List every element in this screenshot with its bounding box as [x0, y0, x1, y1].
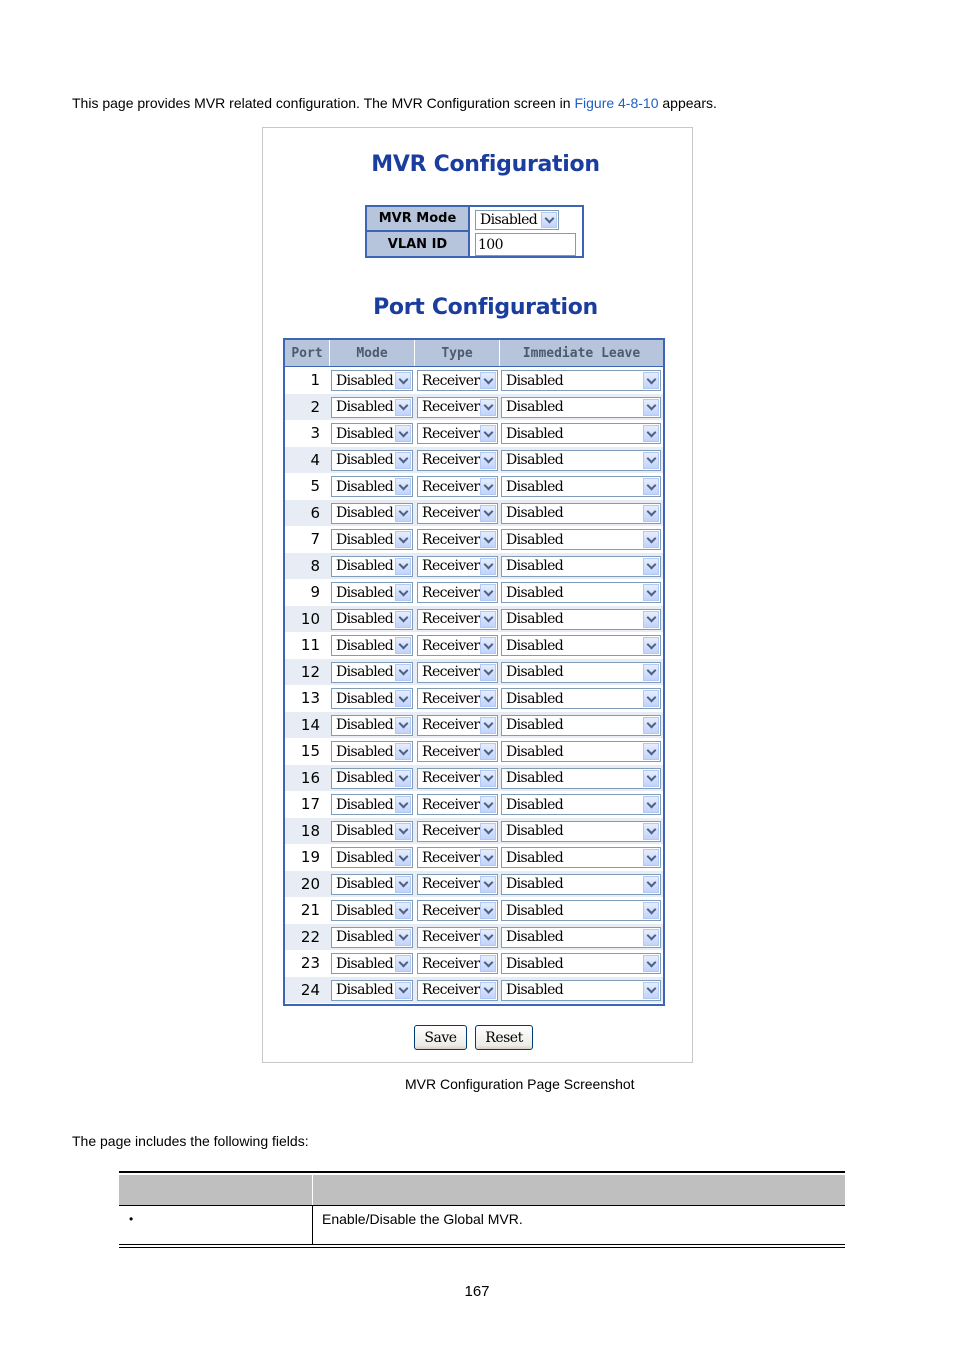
chevron-down-icon: [480, 531, 496, 548]
table-top-rule: [119, 1171, 845, 1173]
chevron-down-icon: [395, 584, 411, 601]
port-number: 11: [300, 636, 320, 655]
chevron-down-icon: [541, 212, 557, 228]
page-number: 167: [464, 1283, 490, 1300]
chevron-down-icon: [395, 823, 411, 840]
type-select[interactable]: [417, 715, 498, 736]
immediate-leave-select-value: Disabled: [506, 425, 564, 442]
mode-select-value: Disabled: [336, 876, 394, 892]
table-row: [285, 950, 663, 977]
mode-select[interactable]: [331, 662, 413, 683]
chevron-down-icon: [480, 425, 496, 442]
mode-select[interactable]: [331, 821, 413, 842]
type-select-value: Receiver: [422, 478, 480, 495]
chevron-down-icon: [643, 929, 659, 946]
col-immediate-leave: Immediate Leave: [522, 345, 641, 361]
port-table-header: [285, 340, 663, 367]
immediate-leave-select[interactable]: [501, 609, 661, 630]
mode-select-value: Disabled: [336, 743, 394, 760]
immediate-leave-select[interactable]: [501, 662, 661, 683]
chevron-down-icon: [395, 664, 411, 681]
chevron-down-icon: [480, 717, 496, 734]
port-number: 18: [300, 821, 320, 840]
col-port: Port: [285, 340, 330, 366]
mode-select-value: Disabled: [336, 505, 394, 521]
chevron-down-icon: [480, 955, 496, 972]
mode-select-value: Disabled: [336, 929, 394, 945]
port-config-table: [283, 338, 665, 1006]
figure-link[interactable]: Figure 4-8-10: [574, 95, 659, 111]
table-row: [285, 606, 663, 633]
port-number: 5: [310, 477, 320, 496]
chevron-down-icon: [643, 902, 659, 919]
chevron-down-icon: [395, 770, 411, 787]
table-row: [285, 473, 663, 500]
type-select-value: Receiver: [422, 399, 480, 415]
type-select[interactable]: [417, 768, 498, 789]
chevron-down-icon: [395, 876, 411, 893]
chevron-down-icon: [395, 558, 411, 575]
immediate-leave-select[interactable]: [501, 874, 661, 895]
type-select-value: Receiver: [422, 531, 480, 548]
port-config-title: Port Configuration: [373, 295, 598, 320]
type-select[interactable]: [417, 927, 498, 948]
type-select[interactable]: [417, 582, 498, 603]
table-row: [285, 738, 663, 765]
port-number: 24: [300, 980, 320, 999]
mode-select-value: Disabled: [336, 637, 394, 654]
type-select[interactable]: [417, 741, 498, 762]
immediate-leave-select-value: Disabled: [506, 823, 564, 839]
type-select[interactable]: [417, 476, 498, 497]
type-select[interactable]: [417, 503, 498, 524]
port-number: 15: [300, 742, 320, 761]
port-number: 12: [300, 662, 320, 681]
chevron-down-icon: [480, 664, 496, 681]
type-select-value: Receiver: [422, 770, 480, 786]
port-number: 3: [310, 424, 320, 443]
table-row: [285, 659, 663, 686]
mode-select-value: Disabled: [336, 849, 394, 866]
mode-select-value: Disabled: [336, 372, 394, 389]
chevron-down-icon: [643, 399, 659, 416]
chevron-down-icon: [480, 849, 496, 866]
chevron-down-icon: [643, 425, 659, 442]
port-number: 1: [310, 371, 320, 390]
port-number: 9: [310, 583, 320, 602]
fields-table-header: [119, 1175, 845, 1205]
chevron-down-icon: [643, 690, 659, 707]
immediate-leave-select-value: Disabled: [506, 372, 564, 389]
port-number: 8: [310, 556, 320, 575]
immediate-leave-select[interactable]: [501, 715, 661, 736]
type-select-value: Receiver: [422, 690, 480, 707]
chevron-down-icon: [480, 372, 496, 389]
table-row: [285, 844, 663, 871]
mode-select[interactable]: [331, 397, 413, 418]
type-select-value: Receiver: [422, 823, 480, 839]
immediate-leave-select[interactable]: [501, 847, 661, 868]
mode-select-value: Disabled: [336, 982, 394, 998]
chevron-down-icon: [643, 531, 659, 548]
chevron-down-icon: [643, 796, 659, 813]
bullet: •: [129, 1212, 134, 1226]
table-row: [285, 871, 663, 898]
port-number: 7: [310, 530, 320, 549]
table-row: [285, 526, 663, 553]
immediate-leave-select-value: Disabled: [506, 584, 564, 601]
mode-select-value: Disabled: [336, 823, 394, 839]
figure-caption: MVR Configuration Page Screenshot: [405, 1076, 635, 1092]
chevron-down-icon: [480, 452, 496, 469]
mvr-mode-label: MVR Mode: [367, 207, 468, 232]
chevron-down-icon: [643, 558, 659, 575]
mvr-mode-value: Disabled: [480, 212, 538, 228]
save-button[interactable]: Save: [414, 1025, 467, 1050]
chevron-down-icon: [395, 452, 411, 469]
table-row: [285, 765, 663, 792]
type-select-value: Receiver: [422, 982, 480, 998]
chevron-down-icon: [643, 372, 659, 389]
port-number: 21: [300, 901, 320, 920]
mode-select-value: Disabled: [336, 717, 394, 733]
type-select[interactable]: [417, 556, 498, 577]
immediate-leave-select-value: Disabled: [506, 452, 564, 468]
intro-text-before: This page provides MVR related configuration. The MVR Configuration screen in: [72, 95, 575, 111]
chevron-down-icon: [480, 611, 496, 628]
immediate-leave-select-value: Disabled: [506, 478, 564, 495]
table-row: [285, 500, 663, 527]
chevron-down-icon: [643, 717, 659, 734]
type-select-value: Receiver: [422, 929, 480, 945]
chevron-down-icon: [480, 505, 496, 522]
immediate-leave-select-value: Disabled: [506, 558, 564, 574]
immediate-leave-select[interactable]: [501, 370, 661, 391]
immediate-leave-select-value: Disabled: [506, 399, 564, 415]
field-description: Enable/Disable the Global MVR.: [322, 1211, 523, 1227]
port-number: 17: [300, 795, 320, 814]
chevron-down-icon: [395, 717, 411, 734]
mode-select-value: Disabled: [336, 796, 394, 813]
intro-text-after: appears.: [658, 95, 717, 111]
type-select-value: Receiver: [422, 584, 480, 601]
chevron-down-icon: [480, 876, 496, 893]
type-select-value: Receiver: [422, 743, 480, 760]
immediate-leave-select[interactable]: [501, 450, 661, 471]
type-select[interactable]: [417, 662, 498, 683]
mode-select-value: Disabled: [336, 584, 394, 601]
chevron-down-icon: [395, 902, 411, 919]
chevron-down-icon: [480, 637, 496, 654]
type-select[interactable]: [417, 953, 498, 974]
col-type: Type: [415, 340, 500, 366]
port-number: 10: [300, 609, 320, 628]
mode-select-value: Disabled: [336, 770, 394, 786]
immediate-leave-select[interactable]: [501, 582, 661, 603]
mode-select[interactable]: [331, 927, 413, 948]
immediate-leave-select[interactable]: [501, 688, 661, 709]
type-select[interactable]: [417, 900, 498, 921]
chevron-down-icon: [643, 743, 659, 760]
chevron-down-icon: [395, 478, 411, 495]
chevron-down-icon: [643, 611, 659, 628]
mode-select-value: Disabled: [336, 478, 394, 495]
immediate-leave-select[interactable]: [501, 768, 661, 789]
reset-button[interactable]: Reset: [475, 1025, 533, 1050]
type-select-value: Receiver: [422, 425, 480, 442]
mode-select[interactable]: [331, 476, 413, 497]
chevron-down-icon: [395, 637, 411, 654]
chevron-down-icon: [480, 929, 496, 946]
mode-select-value: Disabled: [336, 955, 394, 972]
table-row: [285, 367, 663, 394]
chevron-down-icon: [480, 478, 496, 495]
immediate-leave-select-value: Disabled: [506, 929, 564, 945]
mode-select-value: Disabled: [336, 902, 394, 919]
table-row: [285, 791, 663, 818]
type-select-value: Receiver: [422, 558, 480, 574]
port-number: 16: [300, 768, 320, 787]
immediate-leave-select[interactable]: [501, 556, 661, 577]
chevron-down-icon: [480, 399, 496, 416]
port-number: 19: [300, 848, 320, 867]
chevron-down-icon: [480, 743, 496, 760]
type-select-value: Receiver: [422, 717, 480, 733]
chevron-down-icon: [643, 955, 659, 972]
mode-select[interactable]: [331, 980, 413, 1001]
chevron-down-icon: [395, 611, 411, 628]
chevron-down-icon: [480, 770, 496, 787]
type-select[interactable]: [417, 688, 498, 709]
mode-select[interactable]: [331, 423, 413, 444]
fields-intro: The page includes the following fields:: [72, 1133, 309, 1149]
chevron-down-icon: [643, 849, 659, 866]
immediate-leave-select[interactable]: [501, 927, 661, 948]
port-number: 22: [300, 927, 320, 946]
type-select-value: Receiver: [422, 849, 480, 866]
immediate-leave-select[interactable]: [501, 980, 661, 1001]
port-number: 13: [300, 689, 320, 708]
chevron-down-icon: [395, 399, 411, 416]
mode-select[interactable]: [331, 556, 413, 577]
immediate-leave-select[interactable]: [501, 503, 661, 524]
type-select-value: Receiver: [422, 372, 480, 389]
immediate-leave-select[interactable]: [501, 900, 661, 921]
type-select[interactable]: [417, 529, 498, 550]
table-row: [285, 394, 663, 421]
mode-select[interactable]: [331, 450, 413, 471]
type-select[interactable]: [417, 397, 498, 418]
port-number: 2: [310, 397, 320, 416]
mode-select[interactable]: [331, 768, 413, 789]
type-select[interactable]: [417, 847, 498, 868]
mode-select-value: Disabled: [336, 664, 394, 680]
chevron-down-icon: [643, 823, 659, 840]
immediate-leave-select-value: Disabled: [506, 849, 564, 866]
type-select-value: Receiver: [422, 452, 480, 468]
table-row: [285, 685, 663, 712]
chevron-down-icon: [643, 584, 659, 601]
mode-select[interactable]: [331, 900, 413, 921]
type-select-value: Receiver: [422, 664, 480, 680]
chevron-down-icon: [395, 743, 411, 760]
chevron-down-icon: [395, 982, 411, 999]
chevron-down-icon: [643, 452, 659, 469]
chevron-down-icon: [480, 558, 496, 575]
chevron-down-icon: [480, 902, 496, 919]
mode-select[interactable]: [331, 609, 413, 630]
port-number: 14: [300, 715, 320, 734]
mode-select[interactable]: [331, 370, 413, 391]
port-number: 23: [300, 954, 320, 973]
mvr-config-screenshot: [262, 127, 693, 1063]
immediate-leave-select-value: Disabled: [506, 505, 564, 521]
mode-select[interactable]: [331, 741, 413, 762]
immediate-leave-select[interactable]: [501, 635, 661, 656]
mode-select[interactable]: [331, 529, 413, 550]
chevron-down-icon: [643, 770, 659, 787]
mode-select-value: Disabled: [336, 399, 394, 415]
chevron-down-icon: [643, 505, 659, 522]
vlan-id-input[interactable]: 100: [475, 233, 576, 256]
immediate-leave-select-value: Disabled: [506, 902, 564, 919]
mvr-table-divider: [468, 207, 470, 256]
mode-select-value: Disabled: [336, 611, 394, 627]
chevron-down-icon: [395, 690, 411, 707]
type-select-value: Receiver: [422, 637, 480, 654]
chevron-down-icon: [480, 796, 496, 813]
mode-select[interactable]: [331, 688, 413, 709]
chevron-down-icon: [480, 982, 496, 999]
table-row: [285, 924, 663, 951]
type-select-value: Receiver: [422, 955, 480, 972]
immediate-leave-select[interactable]: [501, 794, 661, 815]
mvr-mode-select[interactable]: [475, 210, 559, 230]
mode-select-value: Disabled: [336, 531, 394, 548]
chevron-down-icon: [480, 823, 496, 840]
type-select-value: Receiver: [422, 611, 480, 627]
immediate-leave-select[interactable]: [501, 423, 661, 444]
mode-select-value: Disabled: [336, 690, 394, 707]
immediate-leave-select-value: Disabled: [506, 690, 564, 707]
immediate-leave-select-value: Disabled: [506, 743, 564, 760]
type-select[interactable]: [417, 874, 498, 895]
type-select[interactable]: [417, 609, 498, 630]
immediate-leave-select-value: Disabled: [506, 531, 564, 548]
type-select[interactable]: [417, 794, 498, 815]
table-row: [285, 553, 663, 580]
type-select[interactable]: [417, 370, 498, 391]
immediate-leave-select-value: Disabled: [506, 796, 564, 813]
mvr-config-title: MVR Configuration: [371, 152, 600, 177]
table-row: [285, 712, 663, 739]
col-mode: Mode: [330, 340, 415, 366]
chevron-down-icon: [395, 849, 411, 866]
immediate-leave-select-value: Disabled: [506, 637, 564, 654]
table-row: [285, 818, 663, 845]
chevron-down-icon: [643, 637, 659, 654]
type-select-value: Receiver: [422, 876, 480, 892]
immediate-leave-select[interactable]: [501, 953, 661, 974]
mode-select-value: Disabled: [336, 425, 394, 442]
type-select-value: Receiver: [422, 902, 480, 919]
mode-select[interactable]: [331, 874, 413, 895]
mode-select[interactable]: [331, 582, 413, 603]
immediate-leave-select-value: Disabled: [506, 664, 564, 680]
immediate-leave-select[interactable]: [501, 529, 661, 550]
mvr-settings-table: [365, 205, 584, 258]
type-select[interactable]: [417, 821, 498, 842]
immediate-leave-select-value: Disabled: [506, 982, 564, 998]
mode-select[interactable]: [331, 715, 413, 736]
chevron-down-icon: [643, 876, 659, 893]
type-select-value: Receiver: [422, 796, 480, 813]
chevron-down-icon: [480, 584, 496, 601]
table-row: [285, 632, 663, 659]
immediate-leave-select-value: Disabled: [506, 770, 564, 786]
immediate-leave-select[interactable]: [501, 821, 661, 842]
chevron-down-icon: [395, 929, 411, 946]
immediate-leave-select[interactable]: [501, 476, 661, 497]
type-select[interactable]: [417, 450, 498, 471]
mode-select[interactable]: [331, 953, 413, 974]
table-row: [285, 977, 663, 1004]
type-select[interactable]: [417, 980, 498, 1001]
immediate-leave-select[interactable]: [501, 397, 661, 418]
chevron-down-icon: [395, 372, 411, 389]
intro-paragraph: [72, 95, 717, 111]
port-number: 20: [300, 874, 320, 893]
type-select[interactable]: [417, 423, 498, 444]
immediate-leave-select-value: Disabled: [506, 955, 564, 972]
table-row: [285, 420, 663, 447]
chevron-down-icon: [395, 796, 411, 813]
chevron-down-icon: [643, 664, 659, 681]
chevron-down-icon: [395, 505, 411, 522]
immediate-leave-select-value: Disabled: [506, 611, 564, 627]
chevron-down-icon: [643, 478, 659, 495]
mode-select-value: Disabled: [336, 452, 394, 468]
mode-select[interactable]: [331, 635, 413, 656]
table-row: [285, 447, 663, 474]
chevron-down-icon: [643, 982, 659, 999]
mode-select-value: Disabled: [336, 558, 394, 574]
port-number: 4: [310, 450, 320, 469]
type-select[interactable]: [417, 635, 498, 656]
table-row: [285, 579, 663, 606]
chevron-down-icon: [395, 531, 411, 548]
table-row: [285, 897, 663, 924]
mode-select[interactable]: [331, 847, 413, 868]
immediate-leave-select-value: Disabled: [506, 717, 564, 733]
mode-select[interactable]: [331, 794, 413, 815]
port-number: 6: [310, 503, 320, 522]
vlan-id-label: VLAN ID: [367, 232, 468, 256]
immediate-leave-select[interactable]: [501, 741, 661, 762]
mode-select[interactable]: [331, 503, 413, 524]
chevron-down-icon: [480, 690, 496, 707]
chevron-down-icon: [395, 955, 411, 972]
type-select-value: Receiver: [422, 505, 480, 521]
chevron-down-icon: [395, 425, 411, 442]
immediate-leave-select-value: Disabled: [506, 876, 564, 892]
